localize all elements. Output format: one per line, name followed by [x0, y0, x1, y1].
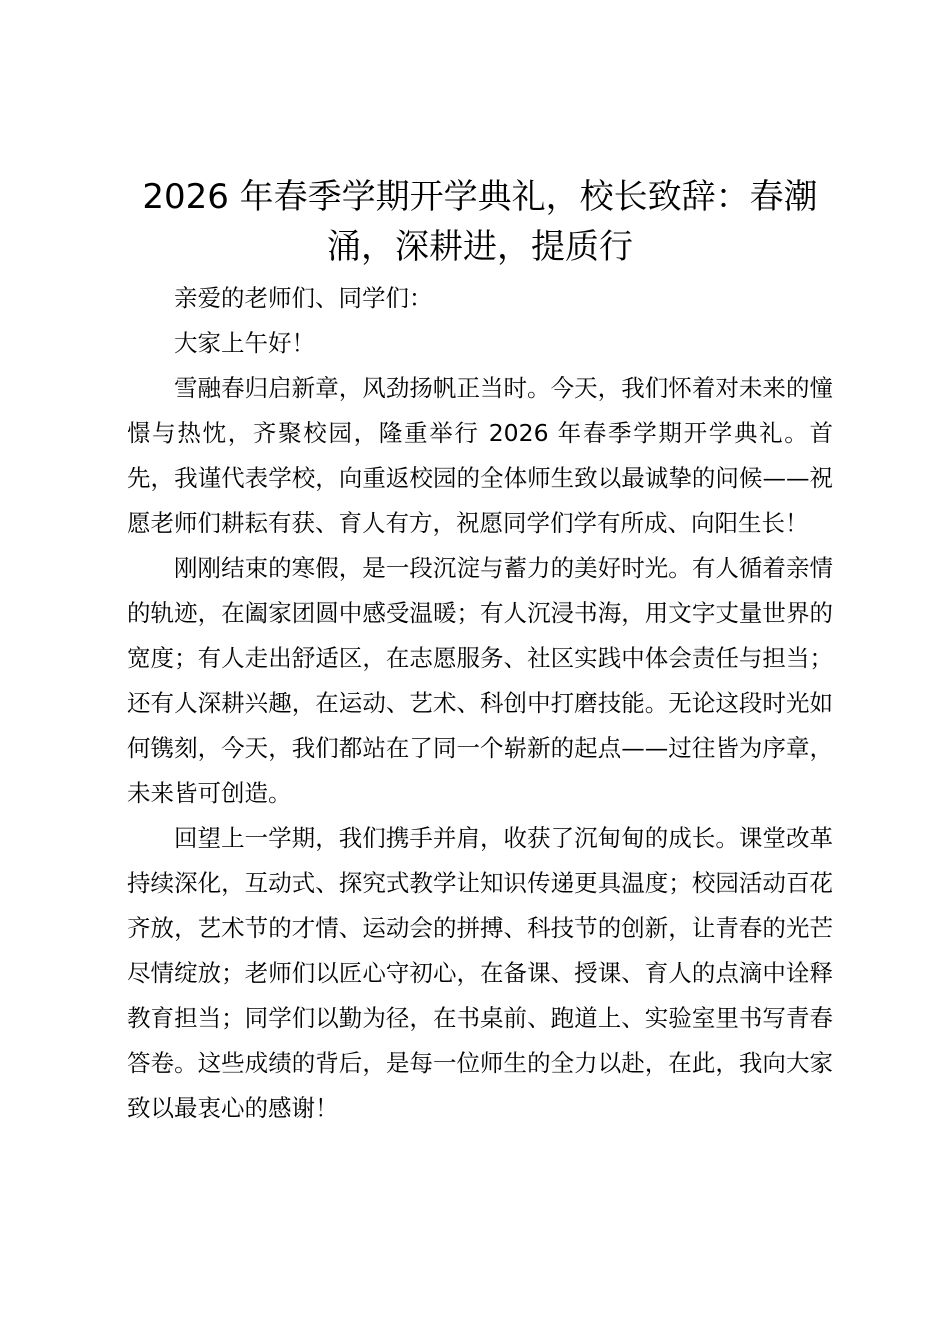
document-body	[127, 276, 833, 1131]
body-paragraph: 雪融春归启新章，风劲扬帆正当时。今天，我们怀着对未来的憧憬与热忱，齐聚校园，隆重举行 2026 年春季学期开学典礼。首先，我谨代表学校，向重返校园的全体师生致以最诚挚的问候——祝愿老师们耕耘有获、育人有方，祝愿同学们学有所成、向阳生长！	[127, 374, 833, 537]
greeting: 大家上午好！	[174, 329, 315, 357]
body-paragraph: 刚刚结束的寒假，是一段沉淀与蓄力的美好时光。有人循着亲情的轨迹，在阖家团圆中感受温暖；有人沉浸书海，用文字丈量世界的宽度；有人走出舒适区，在志愿服务、社区实践中体会责任与担当；还有人深耕兴趣，在运动、艺术、科创中打磨技能。无论这段时光如何镌刻，今天，我们都站在了同一个崭新的起点——过往皆为序章，未来皆可创造。	[127, 554, 833, 807]
document-title: 2026 年春季学期开学典礼，校长致辞：春潮涌，深耕进，提质行	[142, 177, 818, 267]
salutation: 亲爱的老师们、同学们：	[174, 284, 433, 312]
body-paragraph: 回望上一学期，我们携手并肩，收获了沉甸甸的成长。课堂改革持续深化，互动式、探究式教学让知识传递更具温度；校园活动百花齐放，艺术节的才情、运动会的拼搏、科技节的创新，让青春的光芒尽情绽放；老师们以匠心守初心，在备课、授课、育人的点滴中诠释教育担当；同学们以勤为径，在书桌前、跑道上、实验室里书写青春答卷。这些成绩的背后，是每一位师生的全力以赴，在此，我向大家致以最衷心的感谢！	[127, 824, 833, 1122]
